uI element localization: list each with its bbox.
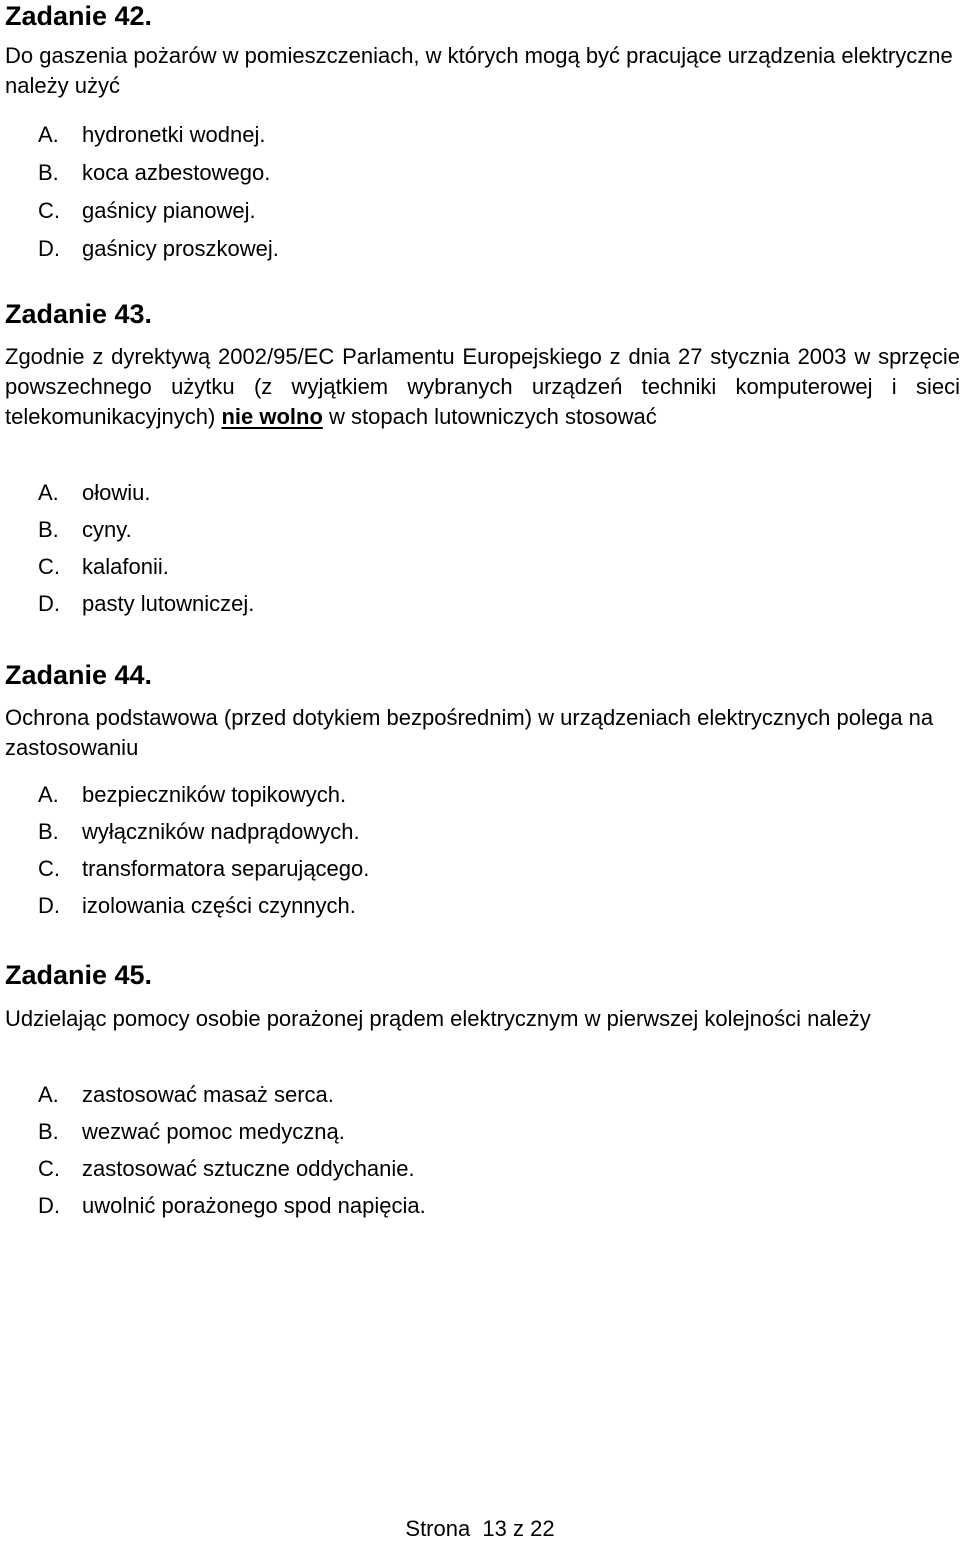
answer-text: zastosować sztuczne oddychanie. [82, 1156, 415, 1181]
answer-option [38, 850, 369, 887]
answer-text: bezpieczników topikowych. [82, 782, 347, 807]
answer-letter: C. [38, 198, 60, 223]
answer-letter: C. [38, 856, 60, 881]
question-text-emphasis: nie wolno [221, 404, 323, 429]
answer-letter: D. [38, 236, 60, 261]
question-text: Do gaszenia pożarów w pomieszczeniach, w których mogą być pracujące urządzenia elektryczne należy użyć [5, 43, 953, 98]
question-title: Zadanie 42. [5, 1, 153, 31]
answer-letter: A. [38, 480, 59, 505]
answer-text: ołowiu. [82, 480, 151, 505]
answer-letter: A. [38, 122, 59, 147]
answer-option [38, 1187, 426, 1224]
answer-option [38, 813, 369, 850]
answer-letter: D. [38, 591, 60, 616]
answer-list [38, 474, 254, 622]
answer-list [38, 776, 369, 924]
answer-text: pasty lutowniczej. [82, 591, 255, 616]
answer-text: zastosować masaż serca. [82, 1082, 334, 1107]
answer-text: transformatora separującego. [82, 856, 370, 881]
answer-text: uwolnić porażonego spod napięcia. [82, 1193, 426, 1218]
question-text-part: w stopach lutowniczych stosować [329, 404, 657, 429]
answer-option [38, 511, 254, 548]
answer-text: wyłączników nadprądowych. [82, 819, 360, 844]
answer-letter: B. [38, 1119, 59, 1144]
answer-list [38, 116, 279, 268]
page-number: Strona 13 z 22 [405, 1516, 555, 1541]
answer-option [38, 776, 369, 813]
answer-option [38, 1076, 426, 1113]
answer-text: gaśnicy pianowej. [82, 198, 256, 223]
answer-text: koca azbestowego. [82, 160, 271, 185]
answer-option [38, 192, 279, 230]
answer-option [38, 1113, 426, 1150]
question-title: Zadanie 44. [5, 660, 153, 690]
question-title: Zadanie 45. [5, 960, 153, 990]
answer-option [38, 585, 254, 622]
answer-text: kalafonii. [82, 554, 169, 579]
answer-letter: A. [38, 782, 59, 807]
answer-option [38, 154, 279, 192]
question-text [5, 342, 960, 432]
answer-letter: C. [38, 1156, 60, 1181]
answer-option [38, 887, 369, 924]
question-title: Zadanie 43. [5, 299, 153, 329]
answer-letter: D. [38, 1193, 60, 1218]
answer-letter: D. [38, 893, 60, 918]
question-text-part: Zgodnie z dyrektywą 2002/95/EC Parlamentu Europejskiego z dnia 27 stycznia 2003 w sprzęcie powszechnego użytku (z wyjątkiem wybranych urządzeń techniki komputerowej i sieci telekomunikacyjnych) [5, 344, 960, 429]
answer-text: cyny. [82, 517, 132, 542]
answer-letter: B. [38, 819, 59, 844]
answer-option [38, 548, 254, 585]
answer-option [38, 1150, 426, 1187]
answer-letter: A. [38, 1082, 59, 1107]
answer-letter: B. [38, 160, 59, 185]
answer-text: wezwać pomoc medyczną. [82, 1119, 345, 1144]
answer-letter: B. [38, 517, 59, 542]
answer-letter: C. [38, 554, 60, 579]
answer-text: hydronetki wodnej. [82, 122, 266, 147]
answer-option [38, 230, 279, 268]
answer-option [38, 474, 254, 511]
answer-text: gaśnicy proszkowej. [82, 236, 279, 261]
answer-list [38, 1076, 426, 1224]
answer-text: izolowania części czynnych. [82, 893, 356, 918]
question-text: Ochrona podstawowa (przed dotykiem bezpośrednim) w urządzeniach elektrycznych polega na zastosowaniu [5, 705, 934, 760]
answer-option [38, 116, 279, 154]
question-text: Udzielając pomocy osobie porażonej prądem elektrycznym w pierwszej kolejności należy [5, 1006, 871, 1031]
